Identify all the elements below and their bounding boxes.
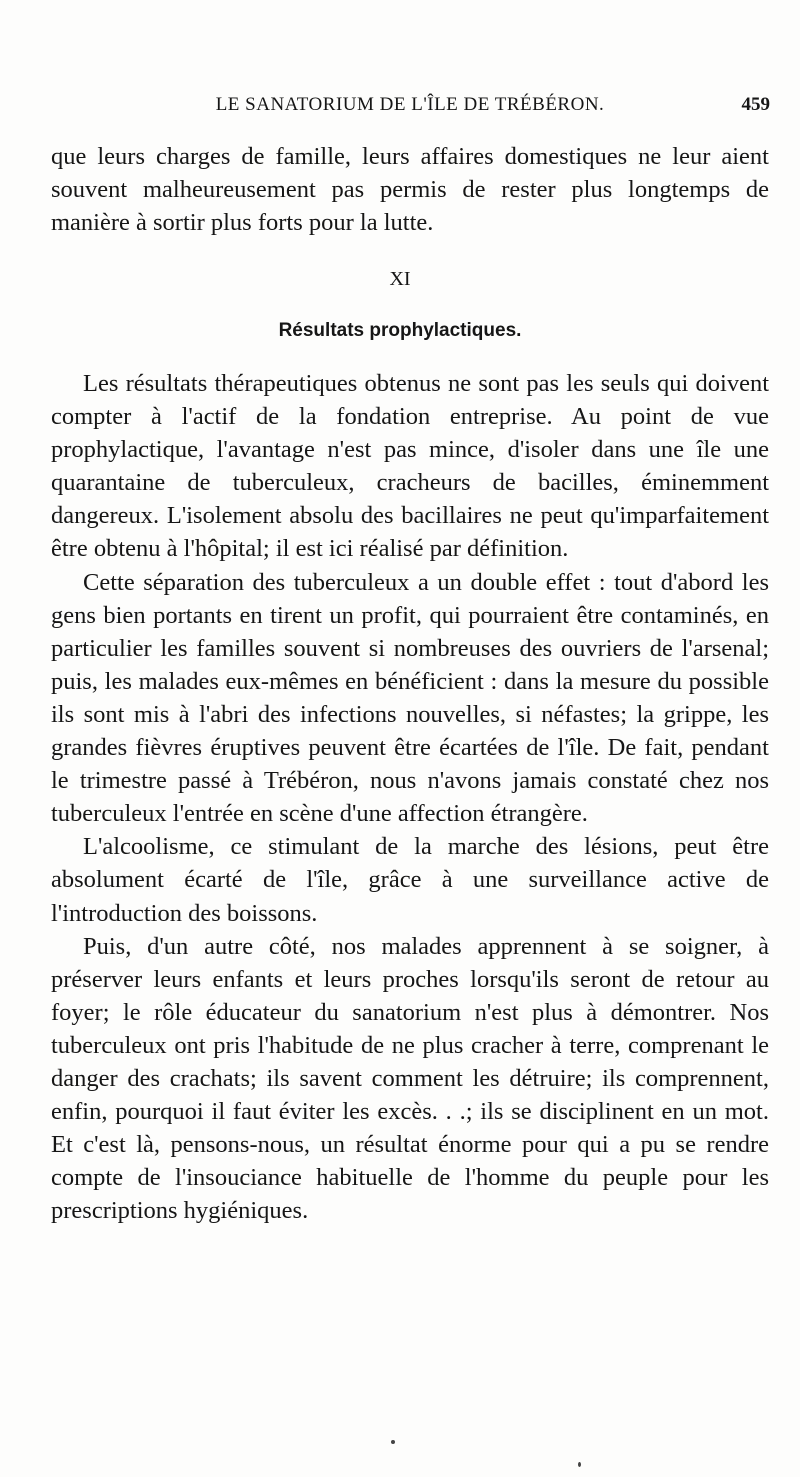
paragraph-2: Cette séparation des tuberculeux a un double effet : tout d'abord les gens bien portants en tirent un profit, qui pourraient être contaminés, en particulier les familles souvent si nombreuses des ouvriers de l'arsenal; puis, les malades eux-mêmes en bénéficient : dans la mesure du possible ils sont mis à l'abri des infections nouvelles, si néfastes; la grippe, les grandes fièvres éruptives peuvent être écartées de l'île. De fait, pendant le trimestre passé à Trébéron, nous n'avons jamais constaté chez nos tuberculeux l'entrée en scène d'une affection étrangère. <box>51 568 769 828</box>
section-body <box>51 367 769 1227</box>
ink-speck <box>578 1462 581 1467</box>
ink-speck <box>391 1440 395 1444</box>
section-title: Résultats prophylactiques. <box>278 320 522 341</box>
paragraph-4: Puis, d'un autre côté, nos malades apprennent à se soigner, à préserver leurs enfants et leurs proches lorsqu'ils seront de retour au foyer; le rôle éducateur du sanatorium n'est plus à démontrer. Nos tuberculeux ont pris l'habitude de ne plus cracher à terre, comprenant le danger des crachats; ils savent comment les détruire; ils comprennent, enfin, pourquoi il faut éviter les excès. . .; ils se disciplinent en un mot. Et c'est là, pensons-nous, un résultat énorme pour qui a pu se rendre compte de l'insouciance habituelle de l'homme du peuple pour les prescriptions hygiéniques. <box>51 932 769 1225</box>
running-head: LE SANATORIUM DE L'ÎLE DE TRÉBÉRON. <box>215 94 605 115</box>
intro-paragraph: que leurs charges de famille, leurs affaires domestiques ne leur aient souvent malheureusement pas permis de rester plus longtemps de manière à sortir plus forts pour la lutte. <box>51 143 769 237</box>
paragraph-3: L'alcoolisme, ce stimulant de la marche des lésions, peut être absolument écarté de l'île, grâce à une surveillance active de l'introduction des boissons. <box>51 833 769 927</box>
intro-paragraph-block <box>51 140 769 239</box>
page-number: 459 <box>741 94 770 115</box>
paragraph-1: Les résultats thérapeutiques obtenus ne sont pas les seuls qui doivent compter à l'actif de la fondation entreprise. Au point de vue prophylactique, l'avantage n'est pas mince, d'isoler dans une île une quarantaine de tuberculeux, cracheurs de bacilles, éminemment dangereux. L'isolement absolu des bacillaires ne peut qu'imparfaitement être obtenu à l'hôpital; il est ici réalisé par définition. <box>51 370 769 563</box>
section-number: XI <box>389 268 411 290</box>
page-header <box>52 88 768 124</box>
